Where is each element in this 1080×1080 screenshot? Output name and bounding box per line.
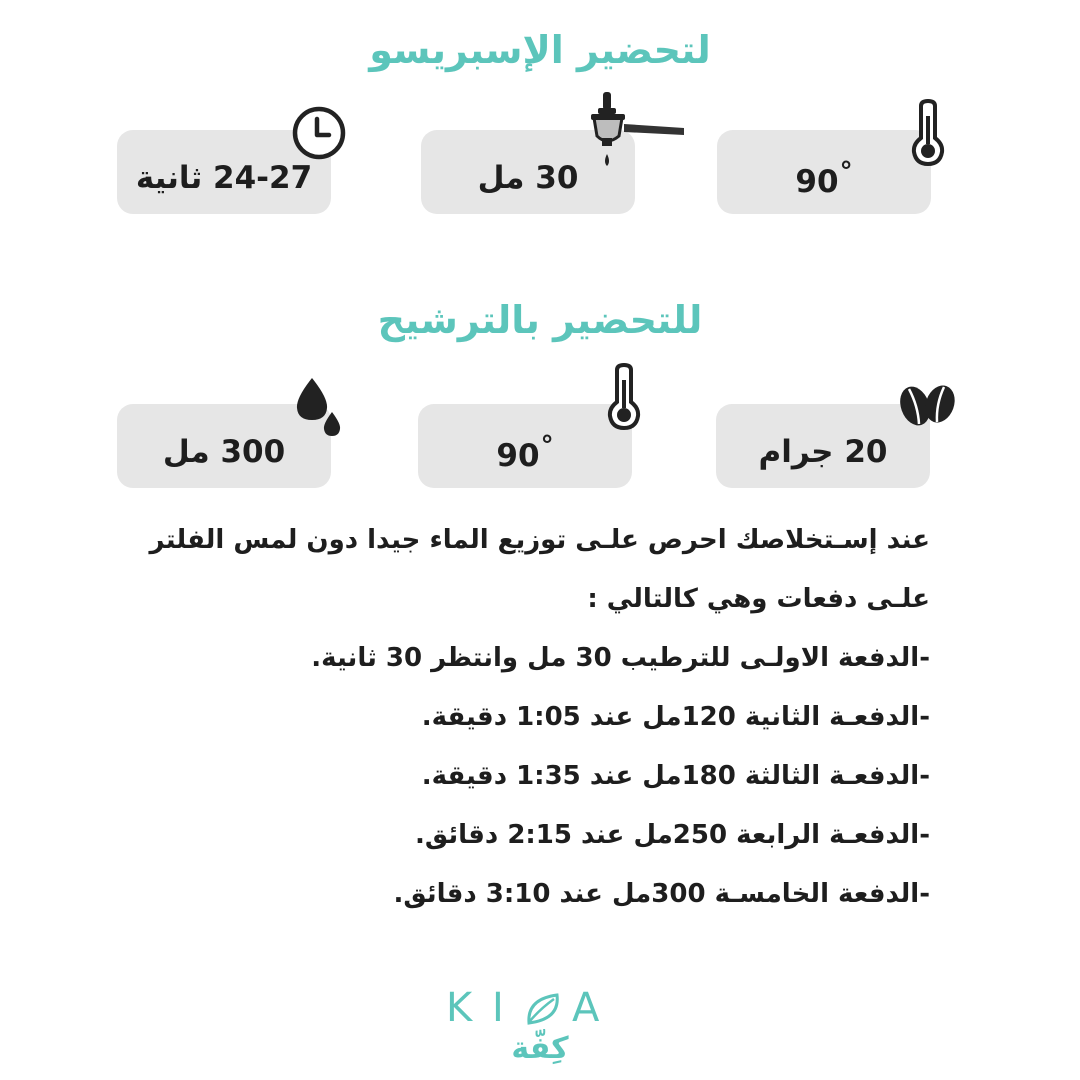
portafilter-icon: [588, 88, 688, 178]
brewing-instructions: [130, 520, 930, 933]
instruction-line: -الدفعـة الرابعة 250مل عند 2:15 دقائق.: [415, 820, 930, 850]
logo-arabic-wordmark: كِفّة: [511, 1031, 569, 1066]
instruction-line: عند إسـتخلاصك احرص علـى توزيع الماء جيدا دون لمس الفلتر: [149, 525, 930, 555]
logo-letter-a: A: [572, 985, 616, 1031]
filter-coffee-value: 20 جرام: [758, 434, 888, 470]
kiffa-logo: [440, 985, 640, 1075]
clock-icon: [290, 104, 348, 162]
espresso-temperature-reading: [795, 157, 852, 200]
instruction-line: علـى دفعات وهي كالتالي :: [587, 584, 930, 614]
espresso-temperature-card: [717, 130, 931, 214]
leaf-icon: [524, 991, 562, 1027]
filter-temperature-reading: [496, 431, 553, 474]
filter-title: للتحضير بالترشيح: [377, 298, 703, 342]
filter-degree-sign: °: [540, 430, 554, 461]
espresso-title: لتحضير الإسبريسو: [369, 28, 711, 72]
espresso-time-value: 24-27 ثانية: [135, 160, 313, 196]
instruction-line: -الدفعة الاولـى للترطيب 30 مل وانتظر 30 ثانية.: [311, 643, 930, 673]
filter-water-value: 300 مل: [162, 434, 286, 470]
filter-temperature-value: 90: [496, 437, 540, 474]
espresso-degree-sign: °: [839, 156, 853, 187]
espresso-volume-value: 30 مل: [477, 160, 579, 196]
instruction-line: -الدفعة الخامسـة 300مل عند 3:10 دقائق.: [393, 879, 930, 909]
instruction-line: -الدفعـة الثانية 120مل عند 1:05 دقيقة.: [421, 702, 930, 732]
thermometer-icon: [908, 98, 948, 168]
filter-temperature-card: [418, 404, 632, 488]
logo-letter-k: K: [446, 985, 489, 1031]
logo-letter-i: I: [492, 985, 520, 1031]
thermometer-icon: [604, 362, 644, 432]
water-drops-icon: [292, 376, 348, 442]
instruction-line: -الدفعـة الثالثة 180مل عند 1:35 دقيقة.: [421, 761, 930, 791]
coffee-beans-icon: [896, 380, 958, 432]
espresso-temperature-value: 90: [795, 163, 839, 200]
